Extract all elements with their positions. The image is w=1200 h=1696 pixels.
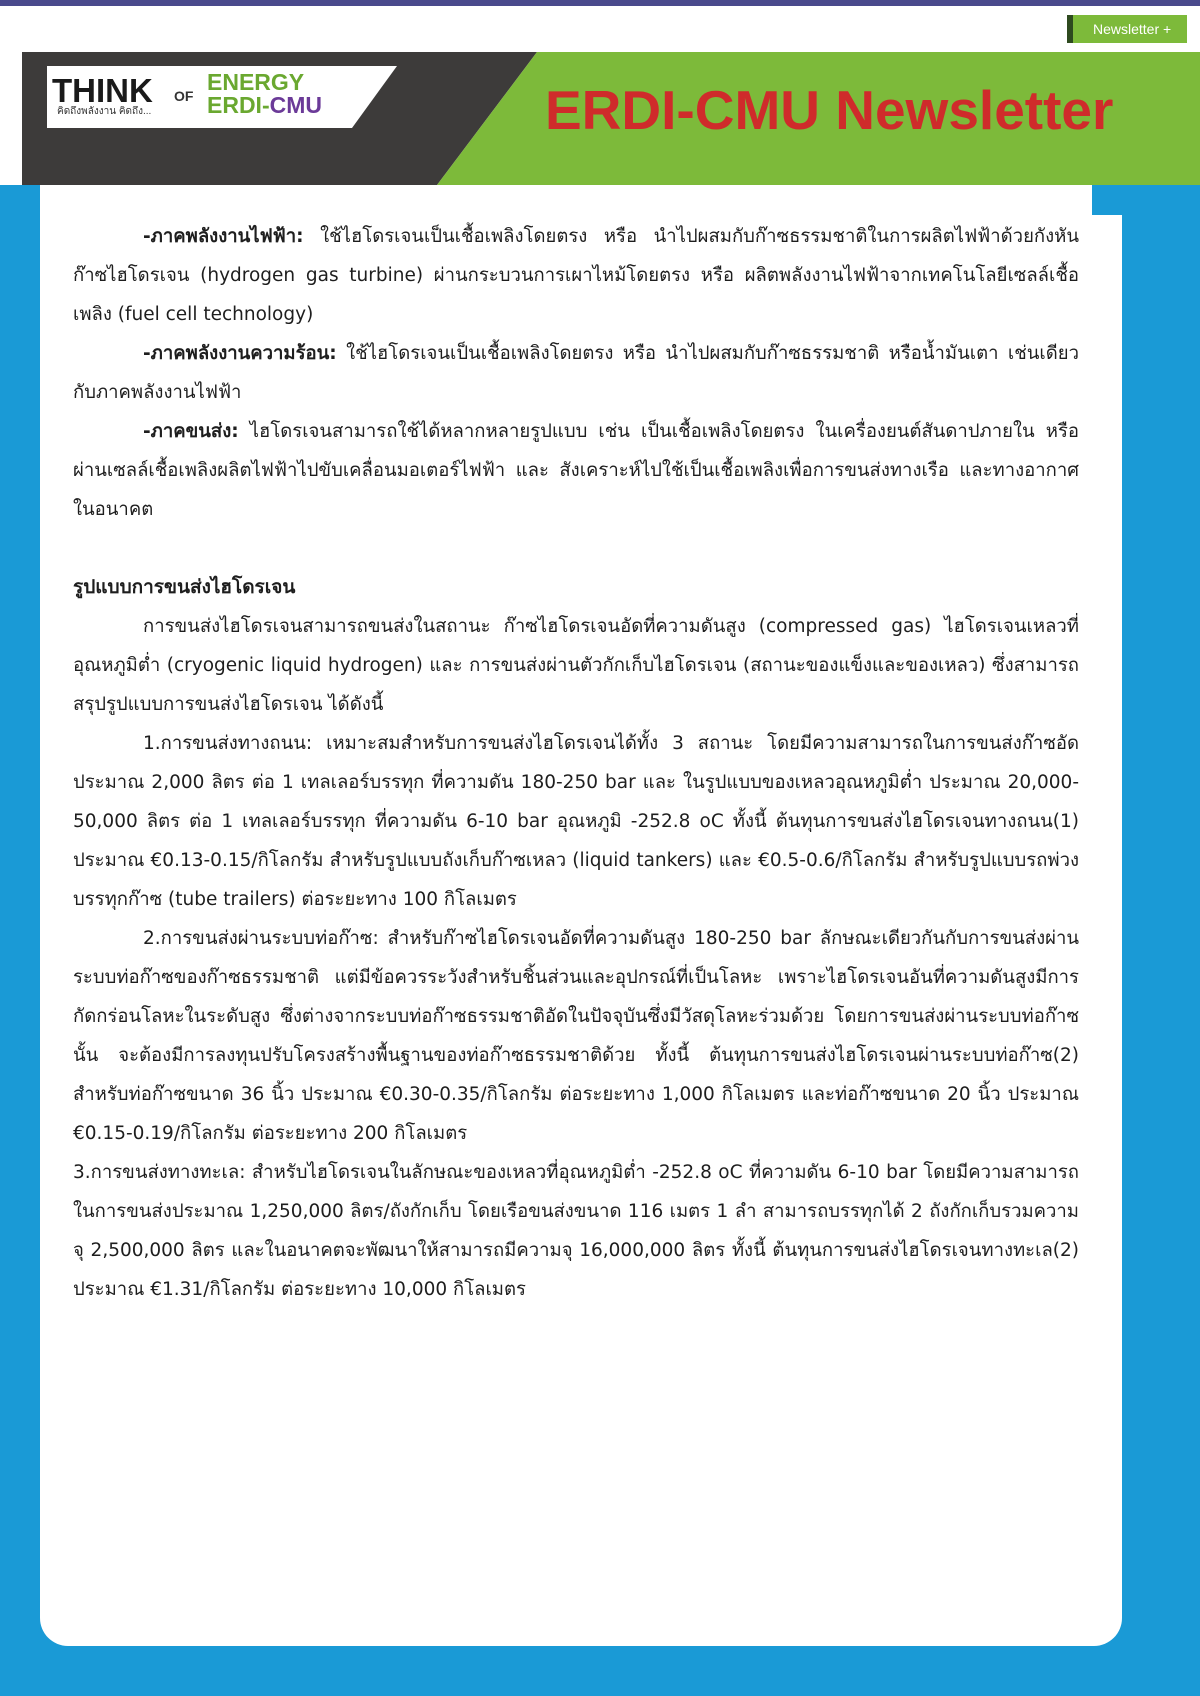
logo-subtitle: คิดถึงพลังงาน คิดถึง... <box>57 106 152 117</box>
sector-text: ใช้ไฮโดรเจนเป็นเชื้อเพลิงโดยตรง หรือ นำไปผสมกับก๊าซธรรมชาติในการผลิตไฟฟ้าด้วยกังหันก๊าซไฮโดรเจน (hydrogen gas turbine) ผ่านกระบวนการเผาไหม้โดยตรง หรือ ผลิตพลังงานไฟฟ้าจากเทคโนโลยีเซลล์เชื้อเพลิง (fuel cell technology) <box>73 226 1079 325</box>
transport-item-road: 1.การขนส่งทางถนน: เหมาะสมสำหรับการขนส่งไฮโดรเจนได้ทั้ง 3 สถานะ โดยมีความสามารถในการขนส่งก๊าซอัด ประมาณ 2,000 ลิตร ต่อ 1 เทลเลอร์บรรทุก ที่ความดัน 180-250 bar และ ในรูปแบบของเหลวอุณหภูมิต่ำ ประมาณ 20,000-50,000 ลิตร ต่อ 1 เทลเลอร์บรรทุก ที่ความดัน 6-10 bar อุณหภูมิ -252.8 oC ทั้งนี้ ต้นทุนการขนส่งไฮโดรเจนทางถนน(1) ประมาณ €0.13-0.15/กิโลกรัม สำหรับรูปแบบถังเก็บก๊าซเหลว (liquid tankers) และ €0.5-0.6/กิโลกรัม สำหรับรูปแบบรถพ่วงบรรทุกก๊าซ (tube trailers) ต่อระยะทาง 100 กิโลเมตร <box>73 733 1079 910</box>
transport-item-pipeline: 2.การขนส่งผ่านระบบท่อก๊าซ: สำหรับก๊าซไฮโดรเจนอัดที่ความดันสูง 180-250 bar ลักษณะเดียวกันกับการขนส่งผ่านระบบท่อก๊าซของก๊าซธรรมชาติ แต่มีข้อควรระวังสำหรับชิ้นส่วนและอุปกรณ์ที่เป็นโลหะ เพราะไฮโดรเจนอันที่ความดันสูงมีการกัดกร่อนโลหะในระดับสูง ซึ่งต่างจากระบบท่อก๊าซธรรมชาติอัดในปัจจุบันซึ่งมีวัสดุโลหะร่วมด้วย โดยการขนส่งผ่านระบบท่อก๊าซนั้น จะต้องมีการลงทุนปรับโครงสร้างพื้นฐานของท่อก๊าซธรรมชาติด้วย ทั้งนี้ ต้นทุนการขนส่งไฮโดรเจนผ่านระบบท่อก๊าซ(2) สำหรับท่อก๊าซขนาด 36 นิ้ว ประมาณ €0.30-0.35/กิโลกรัม ต่อระยะทาง 1,000 กิโลเมตร และท่อก๊าซขนาด 20 นิ้ว ประมาณ €0.15-0.19/กิโลกรัม ต่อระยะทาง 200 กิโลเมตร <box>73 928 1079 1144</box>
sector-lead: -ภาคพลังงานไฟฟ้า: <box>143 226 304 247</box>
spacer <box>73 529 1079 568</box>
logo-erdi: ERDI- <box>207 92 270 118</box>
intro-paragraph: การขนส่งไฮโดรเจนสามารถขนส่งในสถานะ ก๊าซไฮโดรเจนอัดที่ความดันสูง (compressed gas) ไฮโดรเจนเหลวที่อุณหภูมิต่ำ (cryogenic liquid hydrogen) และ การขนส่งผ่านตัวกักเก็บไฮโดรเจน (สถานะของแข็งและของเหลว) ซึ่งสามารถสรุปรูปแบบการขนส่งไฮโดรเจน ได้ดังนี้ <box>73 616 1079 715</box>
top-stripe <box>0 0 1200 6</box>
sector-paragraph-electricity <box>73 217 1079 334</box>
section-heading: รูปแบบการขนส่งไฮโดรเจน <box>73 576 296 598</box>
sector-paragraph-transport <box>73 412 1079 529</box>
sector-text: ไฮโดรเจนสามารถใช้ได้หลากหลายรูปแบบ เช่น เป็นเชื้อเพลิงโดยตรง ในเครื่องยนต์สันดาปภายใน หรือ ผ่านเซลล์เชื้อเพลิงผลิตไฟฟ้าไปขับเคลื่อนมอเตอร์ไฟฟ้า และ สังเคราะห์ไปใช้เป็นเชื้อเพลิงเพื่อการขนส่งทางเรือ และทางอากาศในอนาคต <box>73 421 1079 520</box>
newsletter-tag-button[interactable]: Newsletter + <box>1067 15 1187 43</box>
logo-cmu: CMU <box>269 92 323 118</box>
newsletter-title: ERDI-CMU Newsletter <box>545 79 1114 141</box>
transport-item-sea: 3.การขนส่งทางทะเล: สำหรับไฮโดรเจนในลักษณะของเหลวที่อุณหภูมิต่ำ -252.8 oC ที่ความดัน 6-10 bar โดยมีความสามารถในการขนส่งประมาณ 1,250,000 ลิตร/ถังกักเก็บ โดยเรือขนส่งขนาด 116 เมตร 1 ลำ สามารถบรรทุกได้ 2 ถังกักเก็บรวมความจุ 2,500,000 ลิตร และในอนาคตจะพัฒนาให้สามารถมีความจุ 16,000,000 ลิตร ทั้งนี้ ต้นทุนการขนส่งไฮโดรเจนทางทะเล(2) ประมาณ €1.31/กิโลกรัม ต่อระยะทาง 10,000 กิโลเมตร <box>73 1162 1079 1300</box>
logo-think: THINK <box>52 72 153 109</box>
logo-of: OF <box>174 88 194 104</box>
sector-text: ใช้ไฮโดรเจนเป็นเชื้อเพลิงโดยตรง หรือ นำไปผสมกับก๊าซธรรมชาติ หรือน้ำมันเตา เช่นเดียวกับภาคพลังงานไฟฟ้า <box>73 343 1079 403</box>
article-body <box>73 217 1079 1309</box>
logo-energy: ENERGY <box>207 69 305 95</box>
sector-lead: -ภาคขนส่ง: <box>143 421 239 442</box>
sector-paragraph-heat <box>73 334 1079 412</box>
sector-lead: -ภาคพลังงานความร้อน: <box>143 343 337 364</box>
logo-erdi-cmu <box>207 93 322 117</box>
